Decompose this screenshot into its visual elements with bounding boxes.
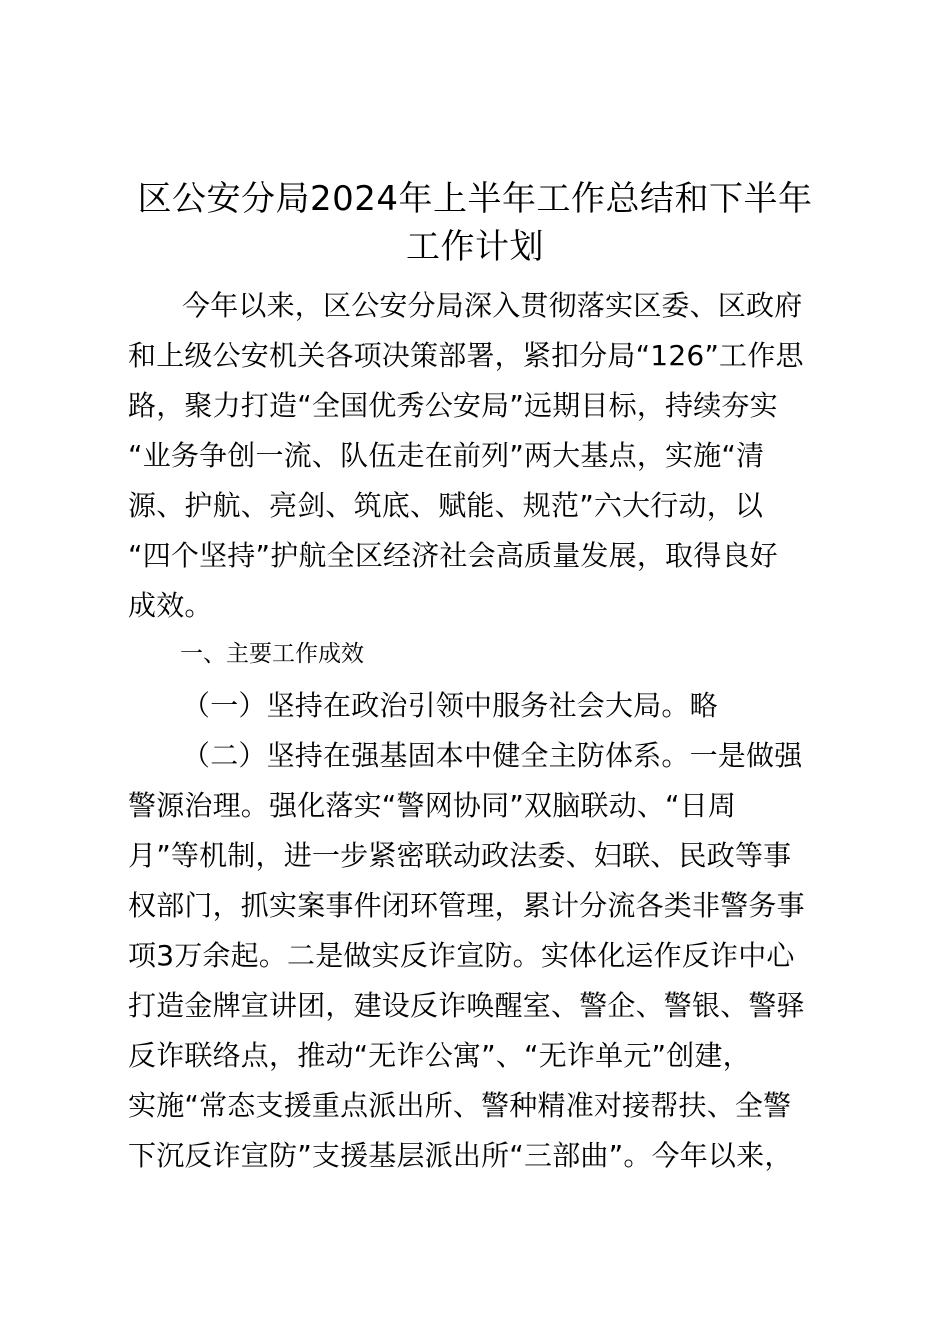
document-title-line-2: 工作计划 bbox=[406, 227, 544, 267]
intro-line: 成效。 bbox=[128, 589, 213, 622]
body-line: 月”等机制，进一步紧密联动政法委、妇联、民政等事 bbox=[128, 839, 792, 872]
body-line: 实施“常态支援重点派出所、警种精准对接帮扶、全警 bbox=[128, 1089, 792, 1122]
document-title-line-1: 区公安分局2024年上半年工作总结和下半年 bbox=[137, 179, 813, 219]
body-line: 反诈联络点，推动“无诈公寓”、“无诈单元”创建， bbox=[128, 1039, 751, 1072]
body-line: 下沉反诈宣防”支援基层派出所“三部曲”。今年以来， bbox=[128, 1139, 793, 1172]
intro-line: “四个坚持”护航全区经济社会高质量发展，取得良好 bbox=[128, 539, 778, 572]
intro-line: 路，聚力打造“全国优秀公安局”远期目标，持续夯实 bbox=[128, 389, 778, 422]
body-line: 警源治理。强化落实“警网协同”双脑联动、“日周 bbox=[128, 789, 737, 822]
section-heading: 一、主要工作成效 bbox=[180, 641, 364, 667]
body-line: 打造金牌宣讲团，建设反诈唤醒室、警企、警银、警驿 bbox=[128, 989, 805, 1022]
intro-line: 今年以来，区公安分局深入贯彻落实区委、区政府 bbox=[182, 289, 803, 322]
body-line: 权部门，抓实案事件闭环管理，累计分流各类非警务事 bbox=[128, 889, 805, 922]
intro-line: 源、护航、亮剑、筑底、赋能、规范”六大行动，以 bbox=[128, 489, 764, 522]
subsection-heading: （一）坚持在政治引领中服务社会大局。略 bbox=[182, 689, 718, 722]
intro-line: 和上级公安机关各项决策部署，紧扣分局“126”工作思 bbox=[128, 339, 804, 372]
intro-line: “业务争创一流、队伍走在前列”两大基点，实施“清 bbox=[128, 439, 765, 472]
body-line: （二）坚持在强基固本中健全主防体系。一是做强 bbox=[182, 739, 803, 772]
body-line: 项3万余起。二是做实反诈宣防。实体化运作反诈中心 bbox=[128, 939, 795, 972]
